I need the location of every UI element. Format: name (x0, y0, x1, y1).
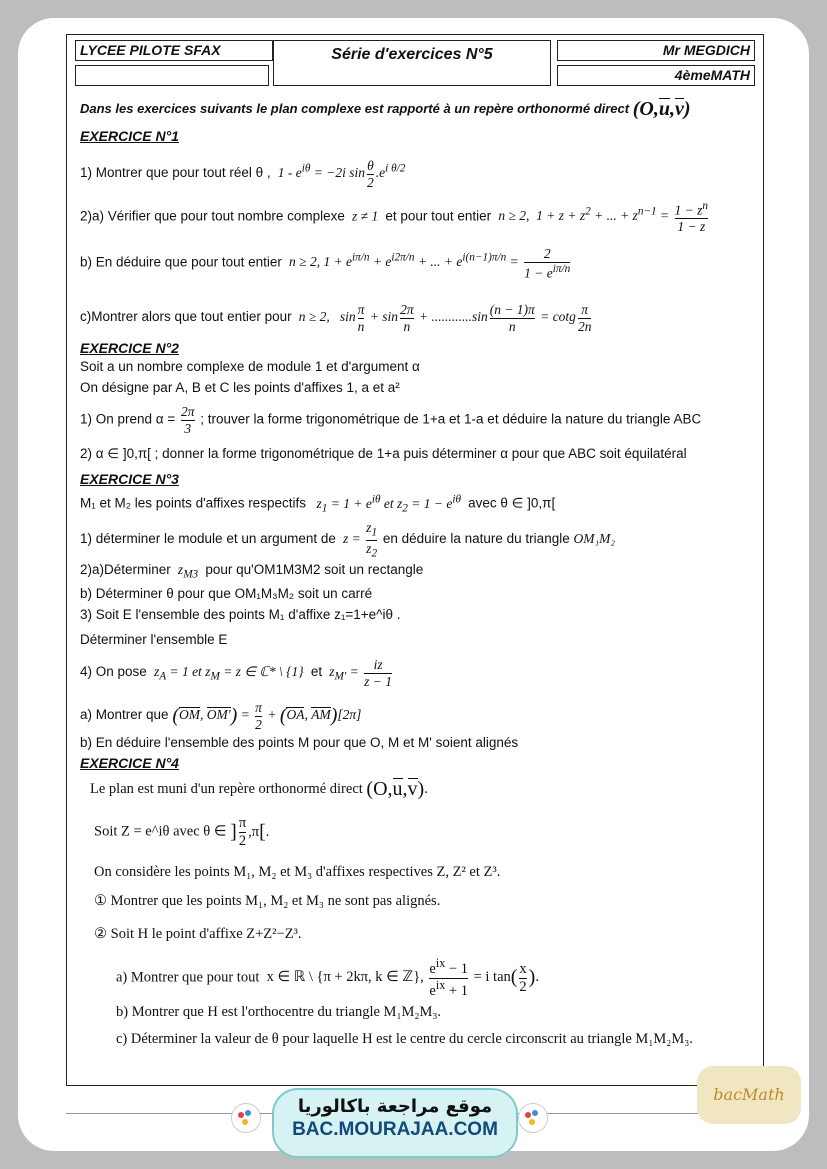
ex2-title: EXERCICE N°2 (80, 340, 179, 356)
ex4-l3: On considère les points M₁, M₂ et M₃ d'affixes respectives Z, Z² et Z³. (94, 864, 501, 880)
ex1-q1-text: 1) Montrer que pour tout réel θ , (80, 165, 271, 181)
ex3-l2-mid: en déduire la nature du triangle (382, 531, 570, 547)
ex2-l3-end: ; trouver la forme trigonométrique de 1+a et 1-a et déduire la nature du triangle ABC (200, 411, 702, 427)
ex3-za: $z_A = 1$ et $z_M = z$ ∈ ℂ* \ {1} (150, 664, 308, 683)
ex3-l4: b) Déterminer θ pour que OM₁M₃M₂ soit un carré (80, 586, 373, 601)
ex1-q2c-formula: n ≥ 2, sin $\frac{\pi}{n}$ + sin $\frac{2\pi}{n}$ + ............sin $\frac{(n - 1)\pi}{n}$ = cotg $\frac{\pi}{2n}$ (295, 302, 592, 334)
ex3-ratio: z = $\frac{z_1}{z_2}$ (339, 520, 378, 560)
ex3-angle-formula: (OM, OM') = $\frac{\pi}{2}$ + (OA, AM)[2π] (172, 700, 362, 732)
ex3-zm-prime: $z_{M'}$ = $\frac{iz}{z - 1}$ (325, 657, 393, 689)
intro-line (80, 98, 691, 121)
ex4-l8: c) Déterminer la valeur de θ pour laquelle H est le centre du cercle circonscrit au triangle M₁M₂M₃. (116, 1031, 693, 1047)
ex3-l3-start: 2)a)Déterminer (80, 562, 171, 577)
ex1-q1 (80, 158, 405, 190)
site-url[interactable]: BAC.MOURAJAA.COM (292, 1119, 498, 1140)
ex3-zm3: $z_{M3}$ (174, 562, 199, 581)
ex3-affixes: $z_1 = 1 + e^{i\theta}$ et $z_2 = 1 - e^{i\theta}$ (309, 493, 461, 515)
ex3-title: EXERCICE N°3 (80, 471, 179, 487)
ex1-q2b-formula: n ≥ 2, $1 + e^{i\pi/n} + e^{i2\pi/n}$ + ... + $e^{i(n-1)\pi/n}$ = $\frac{2}{1 - e^{i\pi/n}}$ (285, 246, 571, 281)
ex4-l2-text: Soit Z = e^iθ avec θ ∈ (94, 823, 227, 840)
ex2-l1: Soit a un nombre complexe de module 1 et d'argument α (80, 359, 420, 374)
ex1-q2c (80, 302, 593, 334)
ex2-l3 (80, 404, 701, 436)
ex3-l1-end: avec θ ∈ ]0,π[ (468, 495, 556, 511)
ex1-q2a-cond: z ≠ 1 (348, 208, 382, 224)
ex4-l2 (94, 815, 269, 849)
ex3-l2-triangle: OM₁M₂ (573, 531, 616, 547)
ex3-l9: b) En déduire l'ensemble des points M pour que O, M et M' soient alignés (80, 735, 519, 750)
ex3-l7-and: et (310, 664, 323, 680)
ex1-q2a (80, 200, 710, 235)
ex4-interval: ] $\frac{\pi}{2}$ ,π[. (230, 815, 270, 849)
ex4-l6 (116, 957, 539, 999)
ex4-frame: (O,u,v) (366, 778, 425, 800)
ex3-l2 (80, 520, 615, 560)
ex1-q2b (80, 246, 572, 281)
bacmath-logo: bacMath (697, 1066, 801, 1124)
site-banner[interactable] (272, 1088, 518, 1158)
ex2-alpha-value: $\frac{2\pi}{3}$ (181, 404, 195, 436)
right-logo-icon (518, 1103, 548, 1133)
ex3-l3-end: pour qu'OM1M3M2 soit un rectangle (205, 562, 424, 577)
ex3-l7-start: 4) On pose (80, 664, 147, 680)
ex4-l1: Le plan est muni d'un repère orthonormé direct (O,u,v). (90, 778, 428, 800)
ex3-l6: Déterminer l'ensemble E (80, 632, 228, 647)
ex3-l8-text: a) Montrer que (80, 707, 169, 723)
ex3-l1-start: M₁ et M₂ les points d'affixes respectifs (80, 495, 306, 511)
ex1-q1-formula: $1 - e^{i\theta} = -2i$ sin $\frac{\theta}{2}$ $.e^{i \theta/2}$ (274, 158, 406, 190)
site-arabic-name: موقع مراجعة باكالوريا (297, 1096, 493, 1117)
ex4-l1-text: Le plan est muni d'un repère orthonormé direct (90, 780, 363, 797)
title-box (273, 40, 551, 86)
ex2-l4 (80, 446, 687, 462)
ex3-l1 (80, 493, 555, 514)
ex2-l4-start: 2) α ∈ ]0,π[ (80, 446, 151, 461)
ex3-l3 (80, 562, 423, 581)
ex1-q2a-formula: n ≥ 2, $1 + z + z^2$ + ... + $z^{n-1}$ = $\frac{1 - z^n}{1 - z}$ (494, 200, 709, 235)
document-title: Série d'exercices N°5 (331, 46, 493, 63)
ex3-l7 (80, 657, 394, 689)
ex3-l2-start: 1) déterminer le module et un argument de (80, 531, 336, 547)
ex4-l6-text: a) Montrer que pour tout (116, 969, 260, 986)
level: 4èmeMATH (674, 67, 750, 83)
ex2-l2: On désigne par A, B et C les points d'affixes 1, a et a² (80, 380, 400, 395)
ex4-l6-formula: x ∈ ℝ \ {π + 2kπ, k ∈ ℤ}, $\frac{e^{ix} - 1}{e^{ix} + 1}$ = i tan( $\frac{x}{2}$ ). (262, 956, 539, 999)
school-box (75, 40, 273, 61)
ex2-l3-start: 1) On prend α = (80, 411, 176, 427)
empty-box (75, 65, 269, 86)
ex4-l4: ① Montrer que les points M₁, M₂ et M₃ ne sont pas alignés. (94, 893, 441, 909)
teacher-box (557, 40, 755, 61)
level-box (557, 65, 755, 86)
ex4-title: EXERCICE N°4 (80, 755, 179, 771)
ex1-q2a-text: 2)a) Vérifier que pour tout nombre complexe (80, 208, 345, 224)
teacher-name: Mr MEGDICH (662, 42, 750, 58)
ex4-l7: b) Montrer que H est l'orthocentre du triangle M₁M₂M₃. (116, 1004, 442, 1020)
ex3-l8 (80, 700, 361, 732)
left-logo-icon (231, 1103, 261, 1133)
school-name: LYCEE PILOTE SFAX (80, 42, 221, 58)
ex4-l5: ② Soit H le point d'affixe Z+Z²−Z³. (94, 926, 302, 942)
intro-text: Dans les exercices suivants le plan complexe est rapporté à un repère orthonormé direct (80, 100, 630, 116)
ex1-q2c-text: c)Montrer alors que tout entier pour (80, 309, 292, 325)
ex1-q2b-text: b) En déduire que pour tout entier (80, 254, 282, 270)
frame-notation: (O,u,v) (632, 98, 691, 120)
ex2-l4-end: ; donner la forme trigonométrique de 1+a puis déterminer α pour que ABC soit équilatéral (154, 446, 687, 461)
ex1-title: EXERCICE N°1 (80, 128, 179, 144)
ex3-l5: 3) Soit E l'ensemble des points M₁ d'affixe z₁=1+e^iθ . (80, 607, 401, 622)
ex1-q2a-mid: et pour tout entier (385, 208, 492, 224)
